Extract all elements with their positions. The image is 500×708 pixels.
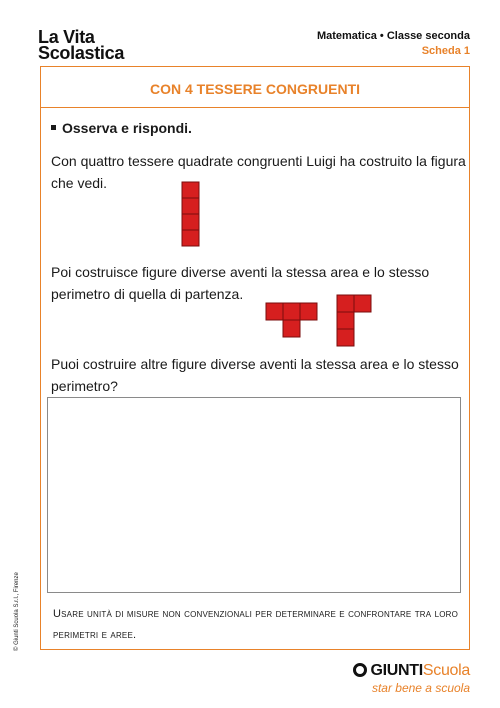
paragraph-1: Con quattro tessere quadrate congruenti Luigi ha costruito la figura che vedi. (51, 153, 466, 191)
publisher-name-main: GIUNTI (370, 662, 423, 679)
worksheet-frame (40, 66, 470, 650)
title-divider (41, 107, 469, 108)
copyright-notice: © Giunti Scuola S.r.l., Firenze (14, 572, 20, 651)
figure-l (336, 294, 374, 348)
tile (182, 230, 199, 246)
tile (182, 182, 199, 198)
question: Puoi costruire altre figure diverse aventi la stessa area e lo stesso perimetro? (51, 356, 459, 394)
magazine-logo (38, 27, 125, 63)
publisher-name (353, 662, 470, 680)
publisher-logo (353, 662, 470, 695)
logo-line-2: Scolastica (38, 43, 125, 63)
figure-vertical-i (181, 181, 201, 249)
bullet-icon (51, 125, 56, 130)
tile (337, 295, 354, 312)
tile (182, 214, 199, 230)
giunti-g-icon (353, 663, 367, 677)
tile (354, 295, 371, 312)
tile (337, 312, 354, 329)
header-info (317, 30, 470, 57)
teacher-note: Usare unità di misure non convenzionali per determinare e confrontare tra loro perimetri e aree. (53, 608, 459, 641)
publisher-tagline: star bene a scuola (371, 681, 470, 695)
publisher-name-accent: Scuola (422, 662, 470, 679)
sheet-label: Scheda 1 (421, 45, 470, 57)
tile (182, 198, 199, 214)
tile (283, 303, 300, 320)
instruction-text: Osserva e rispondi. (62, 120, 192, 136)
tile (283, 320, 300, 337)
paragraph-2: Poi costruisce figure diverse aventi la stessa area e lo stesso perimetro di quella di partenza. (51, 264, 430, 302)
tiles-vertical-i (181, 181, 201, 249)
answer-box[interactable] (47, 397, 461, 593)
tile (300, 303, 317, 320)
tile (266, 303, 283, 320)
tile (337, 329, 354, 346)
figure-t (265, 302, 319, 338)
tiles-l (336, 294, 374, 348)
instruction (51, 117, 466, 139)
worksheet-title: CON 4 TESSERE CONGRUENTI (149, 81, 361, 97)
subject-label: Matematica • Classe seconda (316, 30, 470, 42)
logo-line-1: La Vita (38, 27, 95, 47)
tiles-t (265, 302, 319, 338)
